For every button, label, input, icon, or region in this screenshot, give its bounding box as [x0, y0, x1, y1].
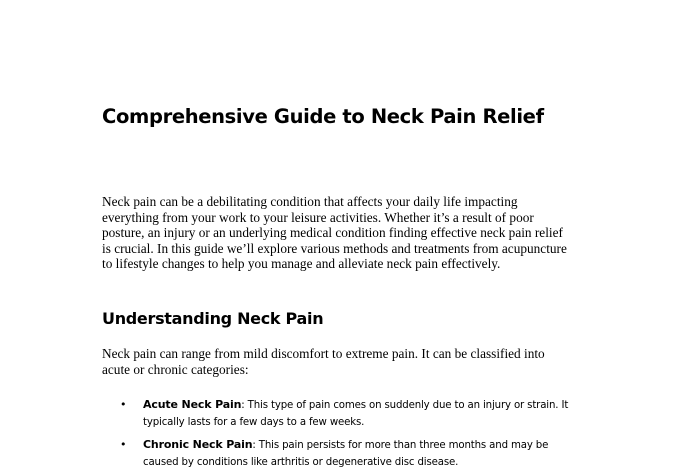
- bullet-icon: •: [120, 398, 127, 411]
- list-item-separator: :: [252, 440, 256, 451]
- list-item-term: Acute Neck Pain: [143, 398, 242, 411]
- section-intro-paragraph: Neck pain can range from mild discomfort to extreme pain. It can be classified into acute or chronic categories:: [102, 346, 545, 377]
- list-item-chronic: [102, 436, 580, 471]
- list-item-separator: :: [241, 400, 245, 411]
- page-title: Comprehensive Guide to Neck Pain Relief: [102, 105, 544, 128]
- section-heading: Understanding Neck Pain: [102, 309, 324, 328]
- bullet-icon: •: [120, 438, 127, 451]
- list-item-acute: [102, 396, 580, 431]
- list-item-text: This type of pain comes on suddenly due to an injury or strain. It typically lasts for a few days to a few weeks.: [143, 400, 569, 428]
- intro-paragraph: Neck pain can be a debilitating condition that affects your daily life impacting everything from your work to your leisure activities. Whether it’s a result of poor posture, an injury or an underlying medical condition finding effective neck pain relief is crucial. In this guide we’ll explore various methods and treatments from acupuncture to lifestyle changes to help you manage and alleviate neck pain effectively.: [102, 194, 567, 272]
- pain-type-list: [102, 396, 580, 476]
- list-item-term: Chronic Neck Pain: [143, 438, 253, 451]
- list-item-text: This pain persists for more than three months and may be caused by conditions like arthritis or degenerative disc disease.: [143, 440, 549, 468]
